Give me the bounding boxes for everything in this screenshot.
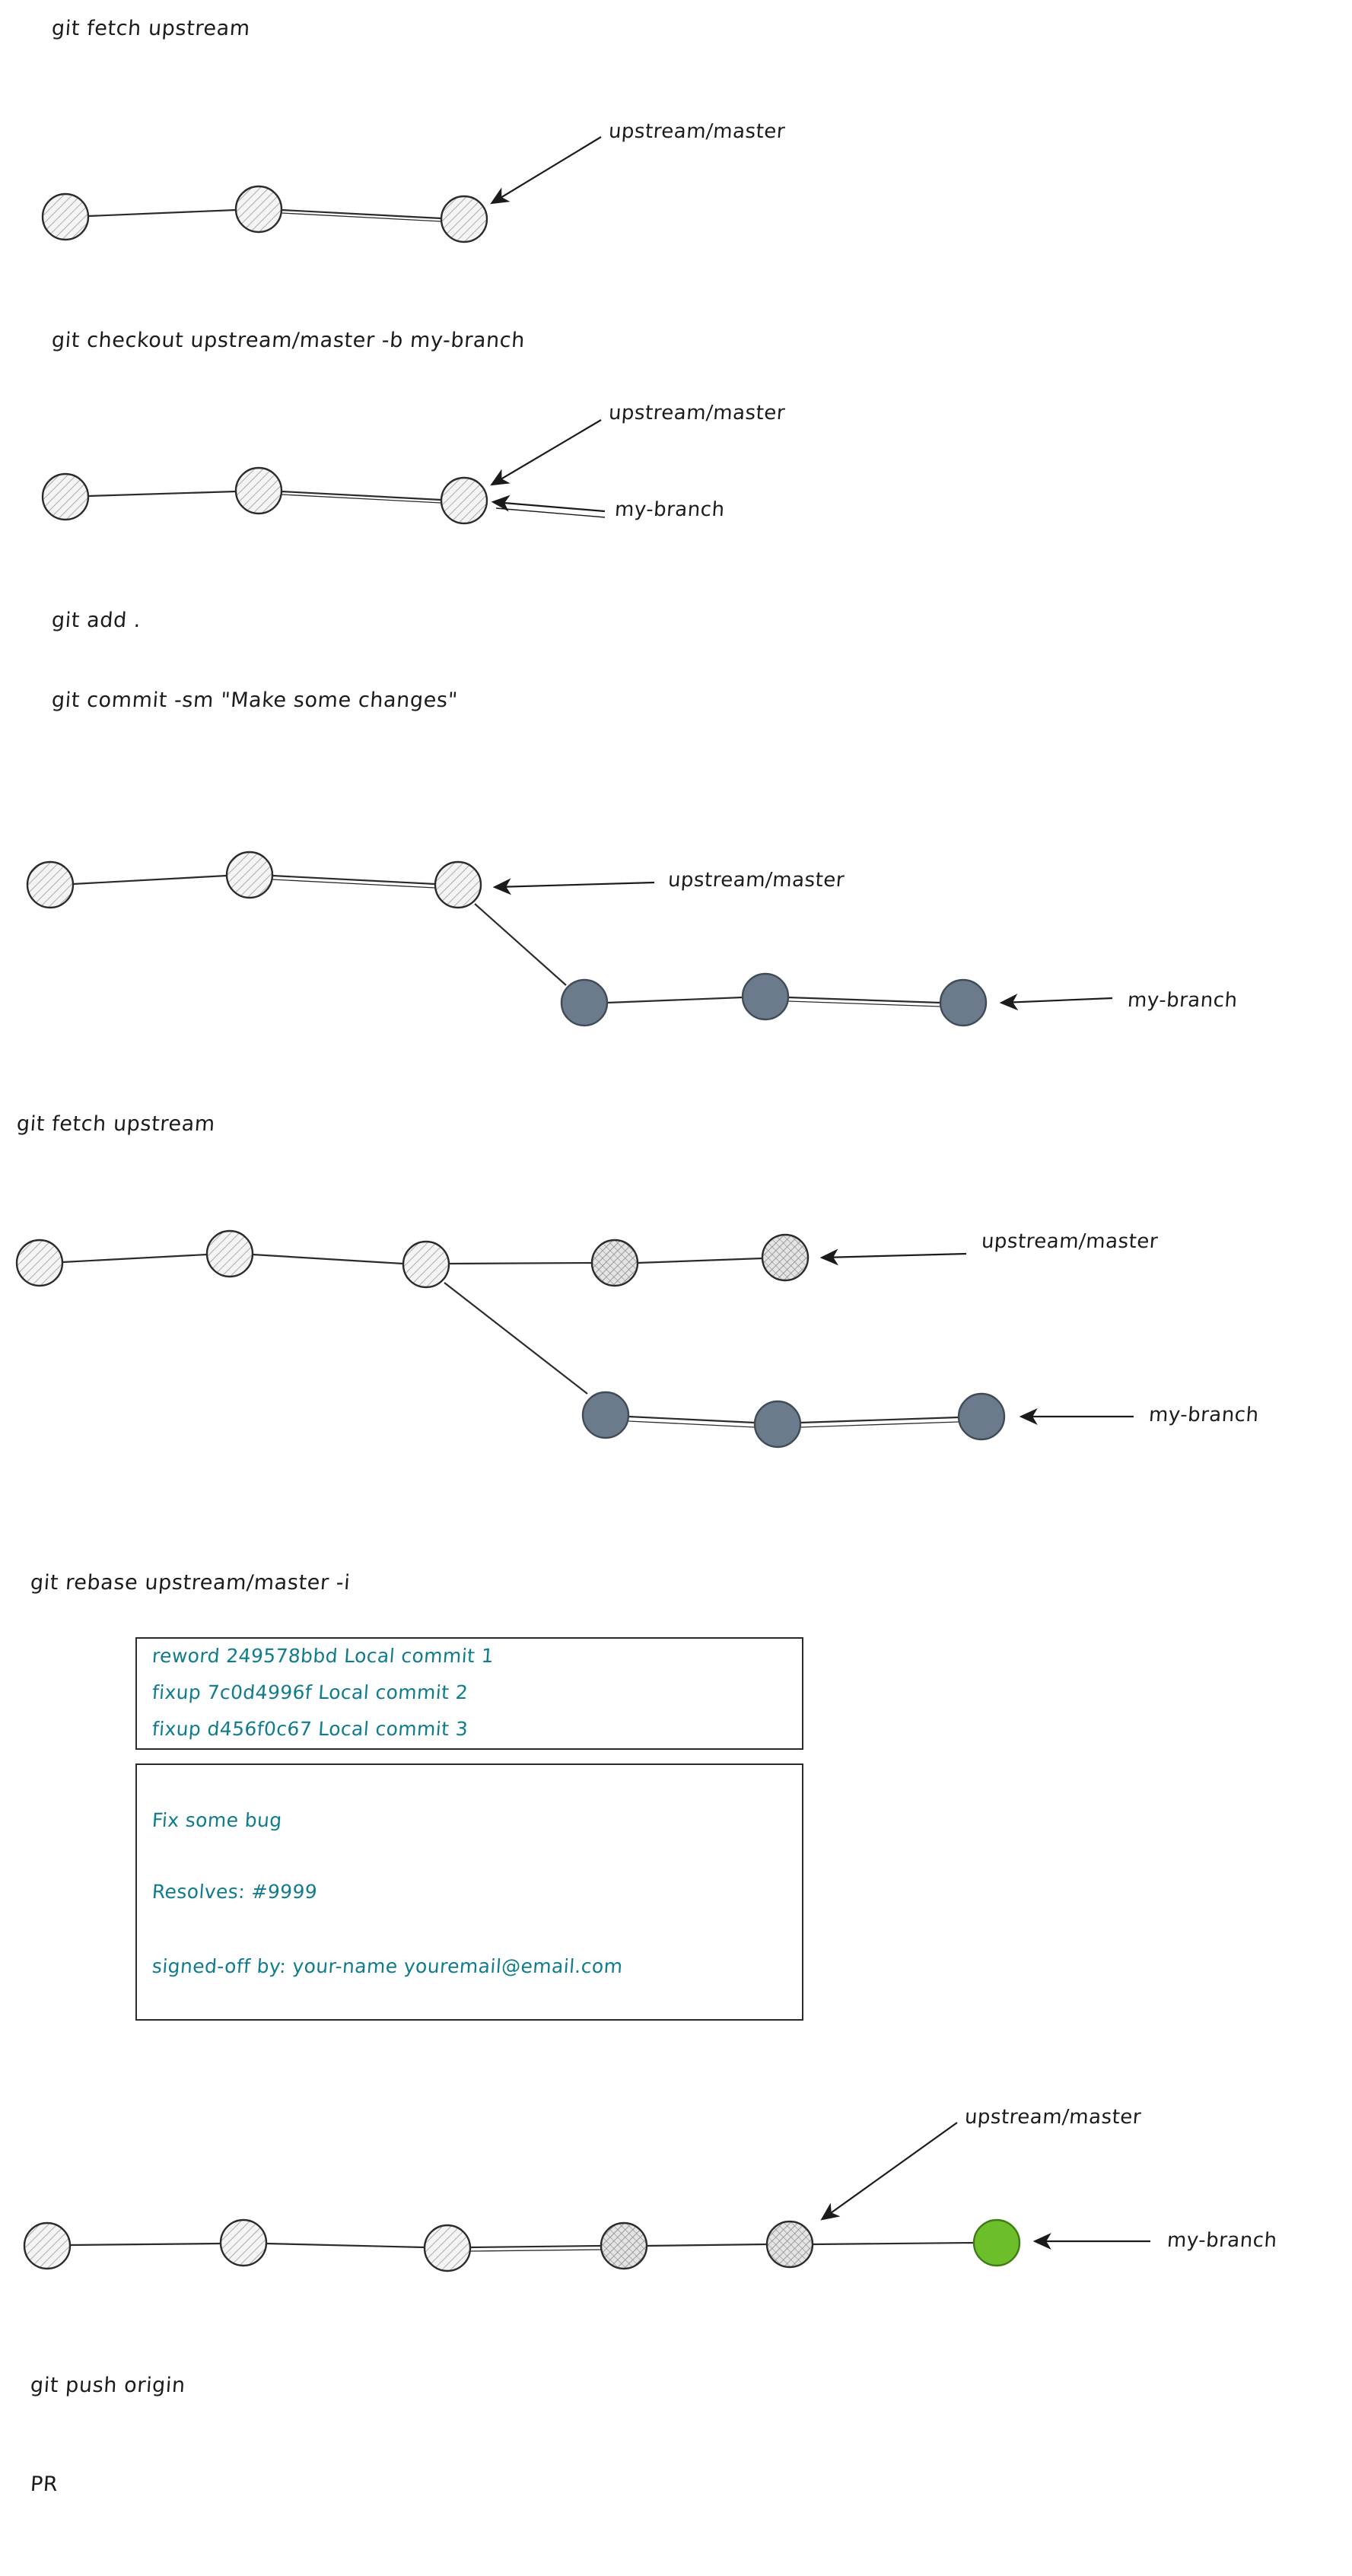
rebase-todo-line-3: fixup d456f0c67 Local commit 3: [151, 1718, 469, 1740]
stage-3-graph: [27, 852, 1112, 1026]
command-git-checkout-branch: git checkout upstream/master -b my-branch: [50, 329, 526, 352]
label-upstream-master-5: upstream/master: [963, 2106, 1143, 2129]
rebase-todo-line-2: fixup 7c0d4996f Local commit 2: [151, 1681, 469, 1703]
rebase-todo-line-1: reword 249578bbd Local commit 1: [151, 1645, 495, 1667]
command-git-commit: git commit -sm "Make some changes": [50, 689, 459, 712]
stage-5-graph: [24, 2123, 1150, 2271]
command-git-push-origin: git push origin: [29, 2374, 186, 2397]
stage-4-graph: [17, 1231, 1134, 1447]
commit-message-summary: Fix some bug: [151, 1809, 283, 1831]
command-git-fetch-upstream-2: git fetch upstream: [15, 1112, 216, 1136]
label-my-branch-3: my-branch: [1126, 989, 1239, 1012]
stage-2-graph: [43, 420, 605, 523]
stage-1-graph: [43, 137, 601, 242]
label-upstream-master-1: upstream/master: [607, 120, 787, 143]
label-upstream-master-3: upstream/master: [666, 869, 846, 892]
command-git-rebase: git rebase upstream/master -i: [29, 1571, 352, 1595]
command-git-fetch-upstream-1: git fetch upstream: [50, 17, 251, 40]
commit-message-signoff: signed-off by: your-name youremail@email.com: [151, 1955, 624, 1977]
label-my-branch-4: my-branch: [1147, 1404, 1260, 1426]
commit-message-resolves: Resolves: #9999: [151, 1881, 319, 1903]
label-my-branch-5: my-branch: [1166, 2229, 1278, 2252]
command-git-add: git add .: [50, 609, 142, 632]
label-upstream-master-2: upstream/master: [607, 402, 787, 425]
label-my-branch-2: my-branch: [613, 498, 726, 521]
command-pr: PR: [29, 2473, 59, 2496]
label-upstream-master-4: upstream/master: [980, 1230, 1160, 1253]
